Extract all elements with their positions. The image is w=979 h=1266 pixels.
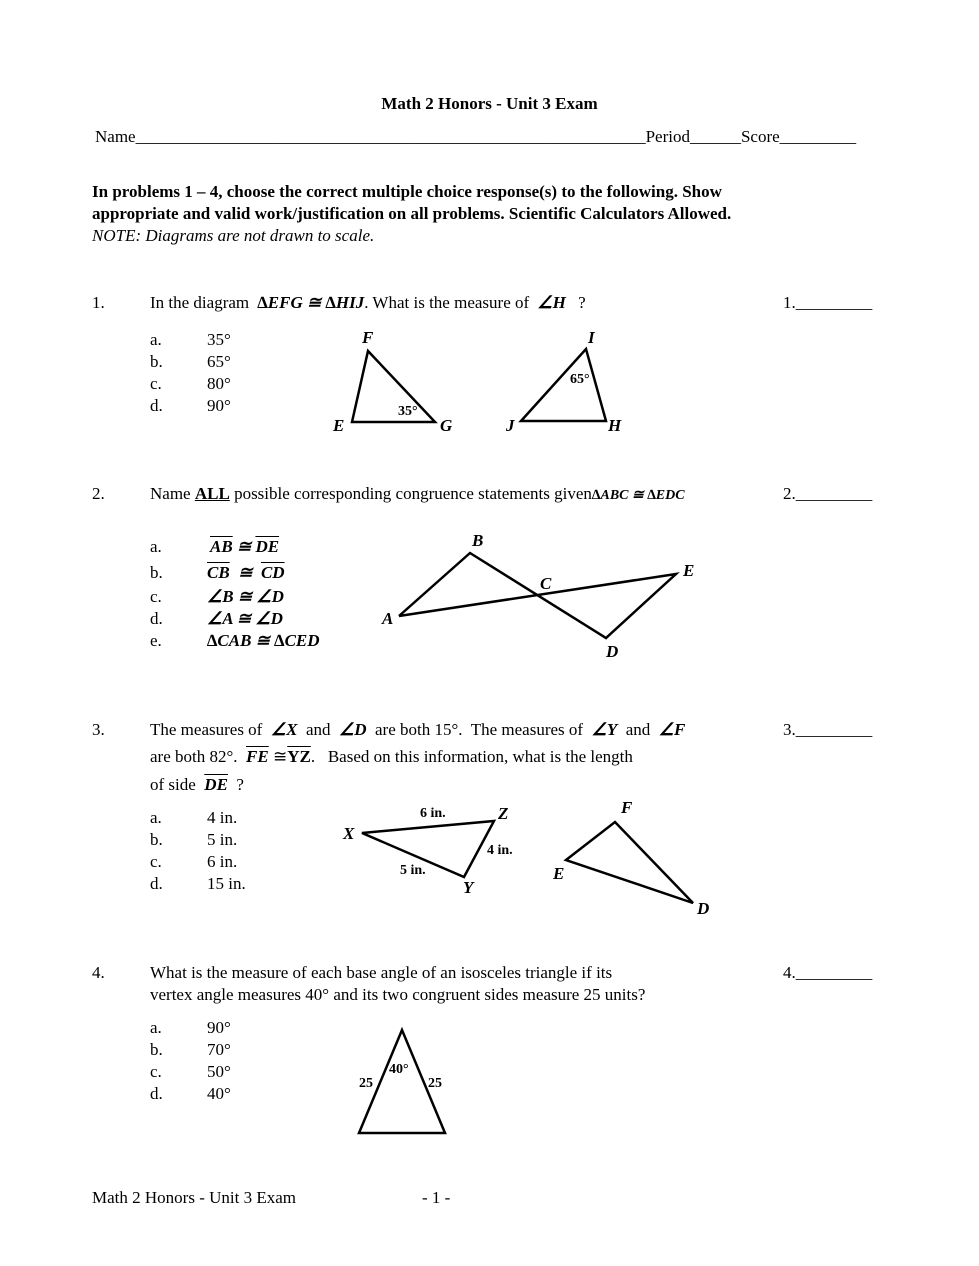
q3-number: 3. [92, 720, 105, 739]
angle-label-35: 35° [398, 404, 418, 419]
q4-option-d: 40° [207, 1084, 231, 1103]
right-side-label: 25 [428, 1076, 442, 1091]
q2-answer-blank[interactable]: 2._________ [783, 484, 873, 503]
q4-number: 4. [92, 963, 105, 982]
q1-triangle-efg [352, 351, 435, 422]
congruent-symbol: ≅ [232, 537, 256, 556]
q4-option-a-letter: a. [150, 1018, 162, 1037]
q4-line1: What is the measure of each base angle of an isosceles triangle if its [150, 963, 613, 982]
segment: $\overline{DE}$ [255, 537, 280, 556]
q1-triangle-jih [521, 349, 606, 421]
q1-option-b-letter: b. [150, 352, 163, 371]
left-side-label: 25 [359, 1076, 373, 1091]
q1-math: ∆EFG ≅ ∆HIJ [257, 293, 365, 312]
label-J: J [506, 416, 515, 435]
q3-text: of side [150, 775, 196, 794]
side-zy-length: 4 in. [487, 843, 513, 858]
q1-text: . What is the measure of [364, 293, 530, 312]
vertex-angle-label: 40° [389, 1062, 409, 1077]
q1-option-c-letter: c. [150, 374, 162, 393]
q1-option-d-letter: d. [150, 396, 163, 415]
q1-option-d: 90° [207, 396, 231, 415]
q1-question [150, 293, 586, 313]
q4-line2: vertex angle measures 40° and its two congruent sides measure 25 units? [150, 985, 646, 1004]
label-G: G [440, 416, 453, 435]
q3-triangle-xzy [362, 821, 494, 877]
q3-text: The measures of [150, 720, 263, 739]
instructions-note: NOTE: Diagrams are not drawn to scale. [92, 226, 375, 245]
label-C: C [540, 574, 552, 593]
segment-yz: $\overline{YZ}$ [287, 747, 311, 766]
q3-line2 [150, 747, 633, 767]
q4-option-d-letter: d. [150, 1084, 163, 1103]
q3-text: ? [236, 775, 244, 794]
q2-question [150, 484, 685, 506]
label-A: A [382, 609, 394, 628]
q2-option-b [207, 563, 285, 583]
side-xz-length: 6 in. [420, 806, 446, 821]
q1-angle: ∠H [537, 293, 566, 312]
q2-text: possible corresponding congruence statements given [234, 484, 592, 503]
q2-option-e-letter: e. [150, 631, 162, 650]
page-number: - 1 - [422, 1188, 451, 1207]
q1-option-b: 65° [207, 352, 231, 371]
label-X: X [343, 824, 355, 843]
q2-option-a [210, 537, 279, 557]
angle-f: ∠F [658, 720, 686, 739]
label-E: E [683, 561, 695, 580]
label-I: I [588, 328, 595, 347]
q1-option-c: 80° [207, 374, 231, 393]
label-E: E [553, 864, 565, 883]
label-E: E [333, 416, 345, 435]
segment: $\overline{CD}$ [260, 563, 285, 582]
q1-number: 1. [92, 293, 105, 312]
label-F: F [362, 328, 374, 347]
q3-answer-blank[interactable]: 3._________ [783, 720, 873, 739]
q3-text: . Based on this information, what is the length [310, 747, 633, 766]
q3-option-a-letter: a. [150, 808, 162, 827]
q4-option-a: 90° [207, 1018, 231, 1037]
q2-option-d: ∠A ≅ ∠D [207, 609, 283, 628]
q2-math: ∆ABC ≅ ∆EDC [591, 488, 685, 503]
segment: $\overline{AB}$ [210, 537, 233, 556]
q1-answer-blank[interactable]: 1._________ [783, 293, 873, 312]
q2-option-b-letter: b. [150, 563, 163, 582]
q3-option-d-letter: d. [150, 874, 163, 893]
page-title: Math 2 Honors - Unit 3 Exam [381, 94, 598, 113]
q4-answer-blank[interactable]: 4._________ [783, 963, 873, 982]
q2-option-a-letter: a. [150, 537, 162, 556]
angle-x: ∠X [270, 720, 298, 739]
q3-line1 [150, 720, 685, 740]
label-Z: Z [498, 804, 509, 823]
q3-option-d: 15 in. [207, 874, 246, 893]
segment-fe: $\overline{FE}$ [246, 747, 269, 766]
q2-option-d-letter: d. [150, 609, 163, 628]
q3-option-b-letter: b. [150, 830, 163, 849]
segment-de: $\overline{DE}$ [204, 775, 228, 794]
q3-option-c: 6 in. [207, 852, 238, 871]
q3-line3 [150, 775, 244, 795]
side-xy-length: 5 in. [400, 863, 426, 878]
name-period-score-line: Name____________________________________________________________Period______Score_________ [95, 127, 857, 146]
label-D: D [606, 642, 619, 661]
angle-d: ∠D [338, 720, 367, 739]
label-B: B [472, 531, 484, 550]
congruent-symbol: ≅ [229, 563, 261, 582]
q1-text: ? [578, 293, 586, 312]
q2-option-c: ∠B ≅ ∠D [207, 587, 284, 606]
q4-option-b: 70° [207, 1040, 231, 1059]
q2-text: Name [150, 484, 191, 503]
q2-option-c-letter: c. [150, 587, 162, 606]
congruent-symbol: ≅ [272, 747, 288, 766]
segment: $\overline{CB}$ [207, 563, 230, 582]
q3-text: and [305, 720, 331, 739]
q3-option-c-letter: c. [150, 852, 162, 871]
label-Y: Y [463, 878, 474, 897]
q1-text: In the diagram [150, 293, 250, 312]
q3-text: are both 82°. [150, 747, 238, 766]
q1-option-a: 35° [207, 330, 231, 349]
label-H: H [608, 416, 622, 435]
q2-option-e: ∆CAB ≅ ∆CED [207, 631, 320, 650]
q3-text: are both 15°. The measures of [375, 720, 584, 739]
angle-label-65: 65° [570, 372, 590, 387]
q1-option-a-letter: a. [150, 330, 162, 349]
label-D: D [697, 899, 710, 918]
footer-title: Math 2 Honors - Unit 3 Exam [92, 1188, 296, 1207]
q4-option-b-letter: b. [150, 1040, 163, 1059]
q4-option-c-letter: c. [150, 1062, 162, 1081]
instructions-line1: In problems 1 – 4, choose the correct multiple choice response(s) to the following. Show [92, 182, 722, 201]
q4-option-c: 50° [207, 1062, 231, 1081]
q3-option-a: 4 in. [207, 808, 238, 827]
q3-triangle-efd [566, 822, 693, 903]
angle-y: ∠Y [591, 720, 618, 739]
q2-number: 2. [92, 484, 105, 503]
q2-all-emphasis: ALL [194, 484, 230, 503]
q3-text: and [625, 720, 651, 739]
q2-diagram [399, 553, 676, 638]
q3-option-b: 5 in. [207, 830, 238, 849]
instructions-line2: appropriate and valid work/justification on all problems. Scientific Calculators Allowed. [92, 204, 732, 223]
label-F: F [621, 798, 633, 817]
